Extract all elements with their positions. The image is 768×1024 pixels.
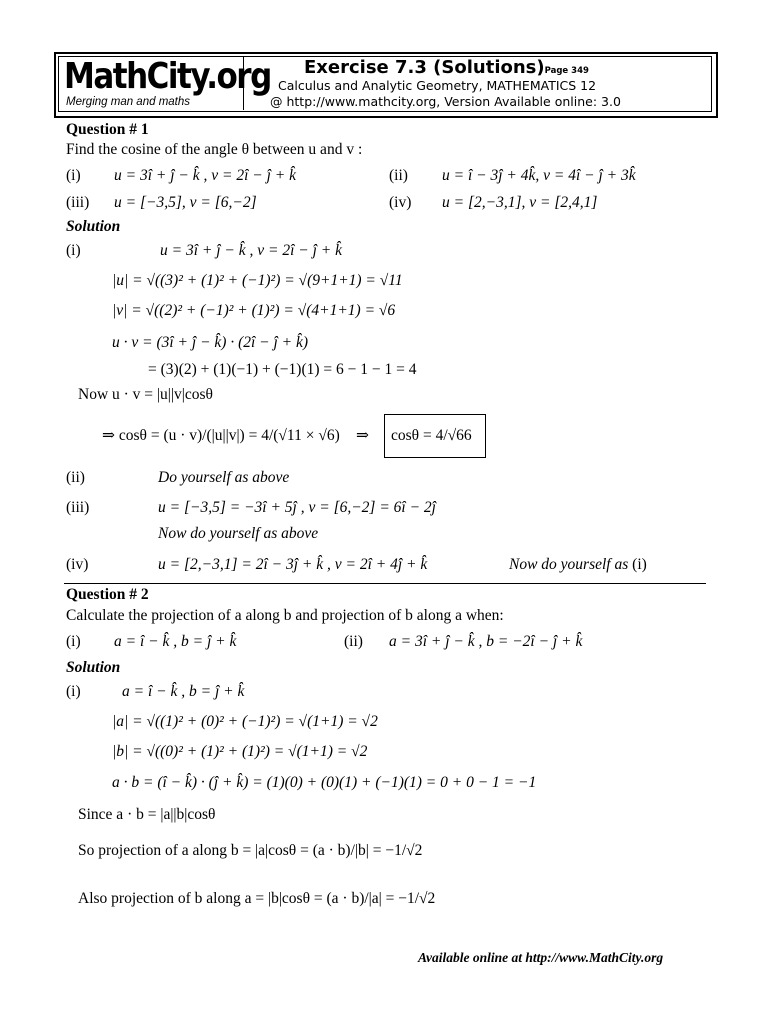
subtitle: Calculus and Analytic Geometry, MATHEMATICS 12 [278,78,597,93]
q2-part-ii-label: (ii) [344,633,363,650]
q2-sol-i-line-7: Also projection of b along a = |b|cosθ = (a · b)/|a| = −1/√2 [78,890,436,907]
q1-sol-iv-note [509,556,647,574]
q1-sol-i-line-7: ⇒ cosθ = (u · v)/(|u||v|) = 4/(√11 × √6) [102,427,340,444]
q2-part-i-expr: a = î − k̂ , b = ĵ + k̂ [114,633,237,650]
q1-sol-i-line-5: = (3)(2) + (1)(−1) + (−1)(1) = 6 − 1 − 1 = 4 [148,361,417,378]
footer-text: Available online at http://www.MathCity.org [418,950,664,965]
q2-heading: Question # 2 [66,586,149,603]
q1-sol-i-line-2: |u| = √((3)² + (1)² + (−1)²) = √(9+1+1) = √11 [112,272,403,289]
q2-solution-label: Solution [66,659,121,676]
q1-sol-iv-label: (iv) [66,556,89,573]
q2-sol-i-line-1: a = î − k̂ , b = ĵ + k̂ [122,683,245,700]
q1-sol-i-line-4: u · v = (3î + ĵ − k̂) · (2î − ĵ + k̂) [112,334,309,351]
q2-sol-i-line-2: |a| = √((1)² + (0)² + (−1)²) = √(1+1) = √2 [112,713,378,730]
q1-part-i-expr: u = 3î + ĵ − k̂ , v = 2î − ĵ + k̂ [114,167,296,184]
q1-prompt: Find the cosine of the angle θ between u and v : [66,141,363,158]
q2-prompt: Calculate the projection of a along b and projection of b along a when: [66,607,504,624]
q1-sol-iv-text: Now do yourself as [509,556,629,573]
q1-heading: Question # 1 [66,121,149,138]
q1-part-ii-expr: u = î − 3ĵ + 4k̂, v = 4î − ĵ + 3k̂ [442,167,636,184]
exercise-title-text: Exercise 7.3 (Solutions) [304,57,545,78]
q1-part-ii-label: (ii) [389,167,408,184]
q1-sol-iii-label: (iii) [66,499,90,516]
q1-sol-ii-text: Do yourself as above [158,469,290,486]
q1-sol-iii-expr: u = [−3,5] = −3î + 5ĵ , v = [6,−2] = 6î − 2ĵ [158,499,436,516]
q1-sol-i-label: (i) [66,242,81,259]
q1-part-iv-expr: u = [2,−3,1], v = [2,4,1] [442,194,598,211]
q2-sol-i-line-6: So projection of a along b = |a|cosθ = (a · b)/|b| = −1/√2 [78,842,423,859]
q2-sol-i-line-4: a · b = (î − k̂) · (ĵ + k̂) = (1)(0) + (0)(1) + (−1)(1) = 0 + 0 − 1 = −1 [112,774,537,791]
q1-sol-i-line-6: Now u · v = |u||v|cosθ [78,386,213,403]
section-divider [64,583,706,584]
q2-sol-i-line-3: |b| = √((0)² + (1)² + (1)²) = √(1+1) = √2 [112,743,368,760]
q1-part-iii-expr: u = [−3,5], v = [6,−2] [114,194,257,211]
q1-sol-iii-text: Now do yourself as above [158,525,319,542]
exercise-title [304,57,589,78]
q1-sol-iv-expr: u = [2,−3,1] = 2î − 3ĵ + k̂ , v = 2î + 4ĵ + k̂ [158,556,428,573]
site-logo: MathCity.org [64,56,271,98]
q1-sol-i-line-1: u = 3î + ĵ − k̂ , v = 2î − ĵ + k̂ [160,242,342,259]
q1-answer: cosθ = 4/√66 [391,427,472,444]
page-number: Page 349 [544,66,589,76]
q1-part-i-label: (i) [66,167,81,184]
q1-answer-box [384,414,486,458]
q1-part-iii-label: (iii) [66,194,90,211]
q1-part-iv-label: (iv) [389,194,412,211]
q1-sol-iv-ref: (i) [632,556,647,573]
q1-sol-i-implies: ⇒ [356,427,369,444]
q2-sol-i-line-5: Since a · b = |a||b|cosθ [78,806,216,823]
q2-part-ii-expr: a = 3î + ĵ − k̂ , b = −2î − ĵ + k̂ [389,633,583,650]
q2-part-i-label: (i) [66,633,81,650]
logo-box [58,56,271,110]
q1-sol-ii-label: (ii) [66,469,85,486]
url-line: @ http://www.mathcity.org, Version Available online: 3.0 [270,94,621,109]
q1-solution-label: Solution [66,218,121,235]
q2-sol-i-label: (i) [66,683,81,700]
tagline: Merging man and maths [66,96,191,108]
q1-sol-i-line-3: |v| = √((2)² + (−1)² + (1)²) = √(4+1+1) = √6 [112,302,396,319]
